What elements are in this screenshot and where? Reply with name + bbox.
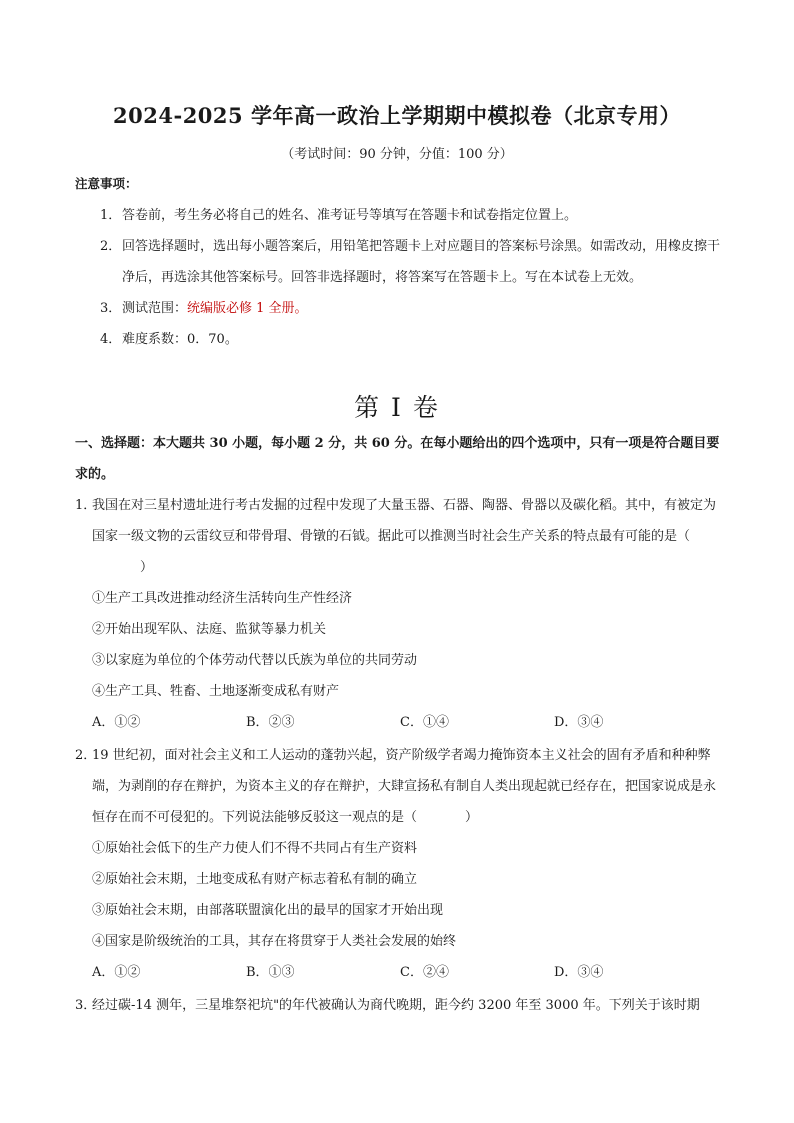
question-stem: [75, 740, 727, 833]
option-c: C．②④: [400, 965, 449, 980]
notice-item-number: 4．: [100, 332, 122, 347]
notice-item-text: 回答选择题时，选出每小题答案后，用铅笔把答题卡上对应题目的答案标号涂黑。如需改动，用橡皮擦干净后，再选涂其他答案标号。回答非选择题时，将答案写在答题卡上。写在本试卷上无效。: [122, 239, 721, 285]
notice-item-number: 2．: [100, 239, 122, 254]
question-1: [75, 490, 727, 738]
option-c: C．①④: [400, 715, 449, 730]
notice-heading: 注意事项：: [75, 176, 138, 191]
statement: ①原始社会低下的生产力使人们不得不共同占有生产资料: [92, 841, 418, 856]
section-title: 第 I 卷: [354, 393, 440, 422]
question-2: [75, 740, 727, 988]
notice-item-number: 1．: [100, 208, 122, 223]
statement: ④生产工具、牲畜、土地逐渐变成私有财产: [92, 684, 340, 699]
option-a: A．①②: [92, 965, 141, 980]
statement: ②原始社会末期，土地变成私有财产标志着私有制的确立: [92, 872, 418, 887]
notice-item-number: 3．: [100, 301, 122, 316]
question-stem-end: ）: [465, 810, 479, 825]
question-stem-text: 经过碳-14 测年，三星堆祭祀坑"的年代被确认为商代晚期，距今约 3200 年至 3000 年。下列关于该时期: [92, 998, 700, 1013]
part-intro: 一、选择题：本大题共 30 小题，每小题 2 分，共 60 分。在每小题给出的四个选项中，只有一项是符合题目要求的。: [75, 436, 720, 482]
question-number: 3．: [75, 998, 97, 1013]
option-a: A．①②: [92, 715, 141, 730]
notice-list: [100, 200, 728, 355]
notice-item: [100, 200, 728, 231]
notice-item-text: 答卷前，考生务必将自己的姓名、准考证号等填写在答题卡和试卷指定位置上。: [122, 208, 578, 223]
option-d: D．③④: [554, 965, 604, 980]
question-stem: [75, 490, 727, 583]
statement: ③原始社会末期，由部落联盟演化出的最早的国家才开始出现: [92, 903, 444, 918]
statement: ①生产工具改进推动经济生活转向生产性经济: [92, 591, 353, 606]
test-scope-value: 统编版必修 1 全册。: [187, 301, 308, 316]
question-stem-end: ）: [140, 560, 154, 575]
notice-item: [100, 293, 728, 324]
statement: ③以家庭为单位的个体劳动代替以氏族为单位的共同劳动: [92, 653, 418, 668]
statement: ②开始出现军队、法庭、监狱等暴力机关: [92, 622, 327, 637]
option-b: B．②③: [246, 715, 295, 730]
question-stem-text: 19 世纪初，面对社会主义和工人运动的蓬勃兴起，资产阶级学者竭力掩饰资本主义社会的固有矛盾和种种弊端，为剥削的存在辩护，为资本主义的存在辩护，大肆宣扬私有制自人类出现起就已经存在，把国家说成是永恒存在而不可侵犯的。下列说法能够反驳这一观点的是（: [92, 748, 717, 825]
question-stem: [75, 990, 727, 1021]
exam-subtitle: （考试时间：90 分钟，分值：100 分）: [281, 147, 513, 162]
notice-item-label: 测试范围：: [122, 301, 188, 316]
option-b: B．①③: [246, 965, 295, 980]
exam-title: 2024-2025 学年高一政治上学期期中模拟卷（北京专用）: [113, 103, 681, 128]
options-row: [75, 957, 727, 988]
notice-item: [100, 231, 728, 293]
question-stem-text: 我国在对三星村遗址进行考古发掘的过程中发现了大量玉器、石器、陶器、骨器以及碳化稻。其中，有被定为国家一级文物的云雷纹豆和带骨瑁、骨镦的石钺。据此可以推测当时社会生产关系的特点最有可能的是（: [92, 498, 717, 544]
options-row: [75, 707, 727, 738]
question-number: 2．: [75, 748, 97, 763]
question-number: 1．: [75, 498, 97, 513]
option-d: D．③④: [554, 715, 604, 730]
notice-item: [100, 324, 728, 355]
question-3: [75, 990, 727, 1021]
notice-item-text: 难度系数：0．70。: [122, 332, 238, 347]
statement: ④国家是阶级统治的工具，其存在将贯穿于人类社会发展的始终: [92, 934, 457, 949]
